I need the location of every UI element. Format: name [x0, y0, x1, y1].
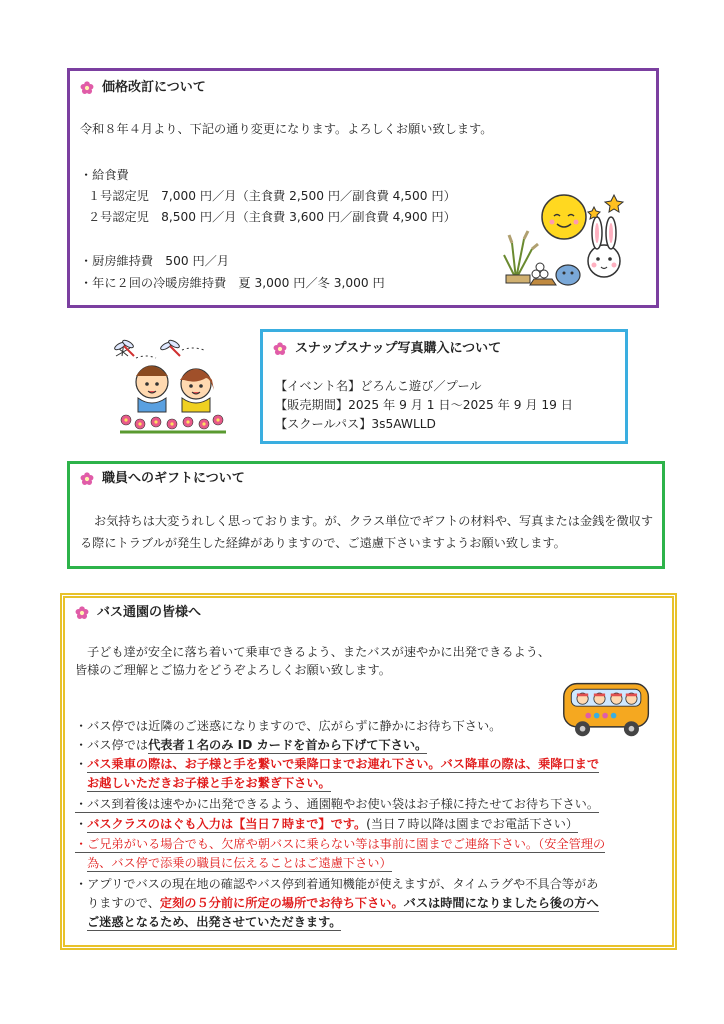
bus-rule-5-prefix: ・ [75, 817, 88, 831]
gift-title: 職員へのギフトについて [102, 471, 245, 486]
moon-rabbit-illustration [502, 189, 642, 289]
kitchen-fee: ・厨房維持費 500 円／月 [80, 254, 230, 268]
bus-rule-7-line-3: ご迷惑となるため、出発させていただきます。 [87, 915, 342, 929]
bus-rule-6-cont [87, 855, 392, 873]
bus-rule-7 [75, 876, 598, 894]
bus-rule-7-cont [87, 895, 599, 913]
gift-body: お気持ちは大変うれしく思っております。が、クラス単位でギフトの材料や、写真または金銭を徴収する際にトラブルが発生した経緯がありますので、ご遠慮下さいますようお願い致します。 [80, 514, 654, 550]
flower-icon [75, 606, 89, 620]
bus-intro-1: 子ども達が安全に落ち着いて乗車できるよう、またバスが速やかに出発できるよう、 [87, 645, 551, 659]
bus-title-row [75, 604, 201, 623]
bus-rule-3-cont [87, 775, 331, 793]
bus-rule-6-line-1: ・ご兄弟がいる場合でも、欠席や朝バスに乗らない等は事前に園までご連絡下さい。（安全管理の [75, 837, 606, 851]
bus-rule-3-line-2: お越しいただきお子様と手をお繋ぎ下さい。 [87, 776, 331, 790]
bus-title: バス通園の皆様へ [97, 605, 202, 620]
price-intro: 令和８年４月より、下記の通り変更になります。よろしくお願い致します。 [80, 122, 493, 136]
bus-rule-7-line-2a: りますので、 [87, 896, 160, 910]
bus-rule-2-emphasis: 代表者１名のみ ID カードを首から下げて下さい。 [148, 738, 428, 752]
bus-rule-7-line-1: ・アプリでバスの現在地の確認やバス停到着通知機能が使えますが、タイムラグや不具合等があ [75, 877, 599, 891]
bus-rule-3-prefix: ・ [75, 757, 88, 771]
bus-rule-7-cont2 [87, 914, 341, 932]
price-title-row [80, 79, 206, 98]
bus-rule-3-line-1: バス乗車の際は、お子様と手を繋いで乗降口までお連れ下さい。バス降車の際は、乗降口まで [87, 757, 600, 771]
bus-rule-7-emphasis: 定刻の５分前に所定の場所でお待ち下さい。 [159, 896, 404, 910]
bus-rule-5-note: (当日７時以降は園までお電話下さい） [366, 817, 579, 831]
price-title: 価格改訂について [102, 80, 206, 95]
bus-section [60, 593, 677, 950]
snap-title-row [273, 340, 501, 359]
lunch-line-1: １号認定児 7,000 円／月（主食費 2,500 円／副食費 4,500 円） [88, 189, 456, 203]
aircon-fee: ・年に２回の冷暖房維持費 夏 3,000 円／冬 3,000 円 [80, 276, 385, 290]
lunch-line-2: ２号認定児 8,500 円／月（主食費 3,600 円／副食費 4,900 円） [88, 210, 456, 224]
snap-section [260, 329, 628, 444]
price-section [67, 68, 659, 308]
bus-rule-7-line-2c: バスは時間になりましたら後の方へ [403, 896, 599, 910]
lunch-heading: ・給食費 [80, 168, 129, 182]
bus-rule-2 [75, 737, 427, 755]
bus-illustration [560, 676, 654, 742]
kids-dragonfly-illustration [108, 336, 238, 436]
bus-rule-5-emphasis: バスクラスのはぐも入力は【当日７時まで】です。 [87, 817, 367, 831]
snap-period: 【販売期間】2025 年 9 月 1 日～2025 年 9 月 19 日 [275, 398, 573, 412]
bus-rule-4-text: ・バス到着後は速やかに出発できるよう、通園鞄やお使い袋はお子様に持たせてお待ち下さい。 [75, 797, 600, 811]
gift-title-row [80, 470, 245, 489]
flower-icon [273, 342, 287, 356]
bus-intro-2: 皆様のご理解とご協力をどうぞよろしくお願い致します。 [75, 663, 391, 677]
bus-rule-3 [75, 756, 599, 774]
gift-section [67, 461, 665, 569]
bus-rule-5 [75, 816, 578, 834]
bus-rule-6 [75, 836, 605, 854]
flower-icon [80, 81, 94, 95]
bus-rule-4 [75, 796, 599, 814]
flower-icon [80, 472, 94, 486]
bus-rule-2-prefix: ・バス停では [75, 738, 149, 752]
snap-title: スナップスナップ写真購入について [295, 341, 502, 356]
snap-event: 【イベント名】どろんこ遊び／プール [275, 379, 482, 393]
snap-pass: 【スクールパス】3s5AWLLD [275, 417, 436, 431]
bus-rule-1: ・バス停では近隣のご迷惑になりますので、広がらずに静かにお待ち下さい。 [75, 719, 502, 733]
bus-rule-6-line-2: 為、バス停で添乗の職員に伝えることはご遠慮下さい） [87, 856, 392, 870]
